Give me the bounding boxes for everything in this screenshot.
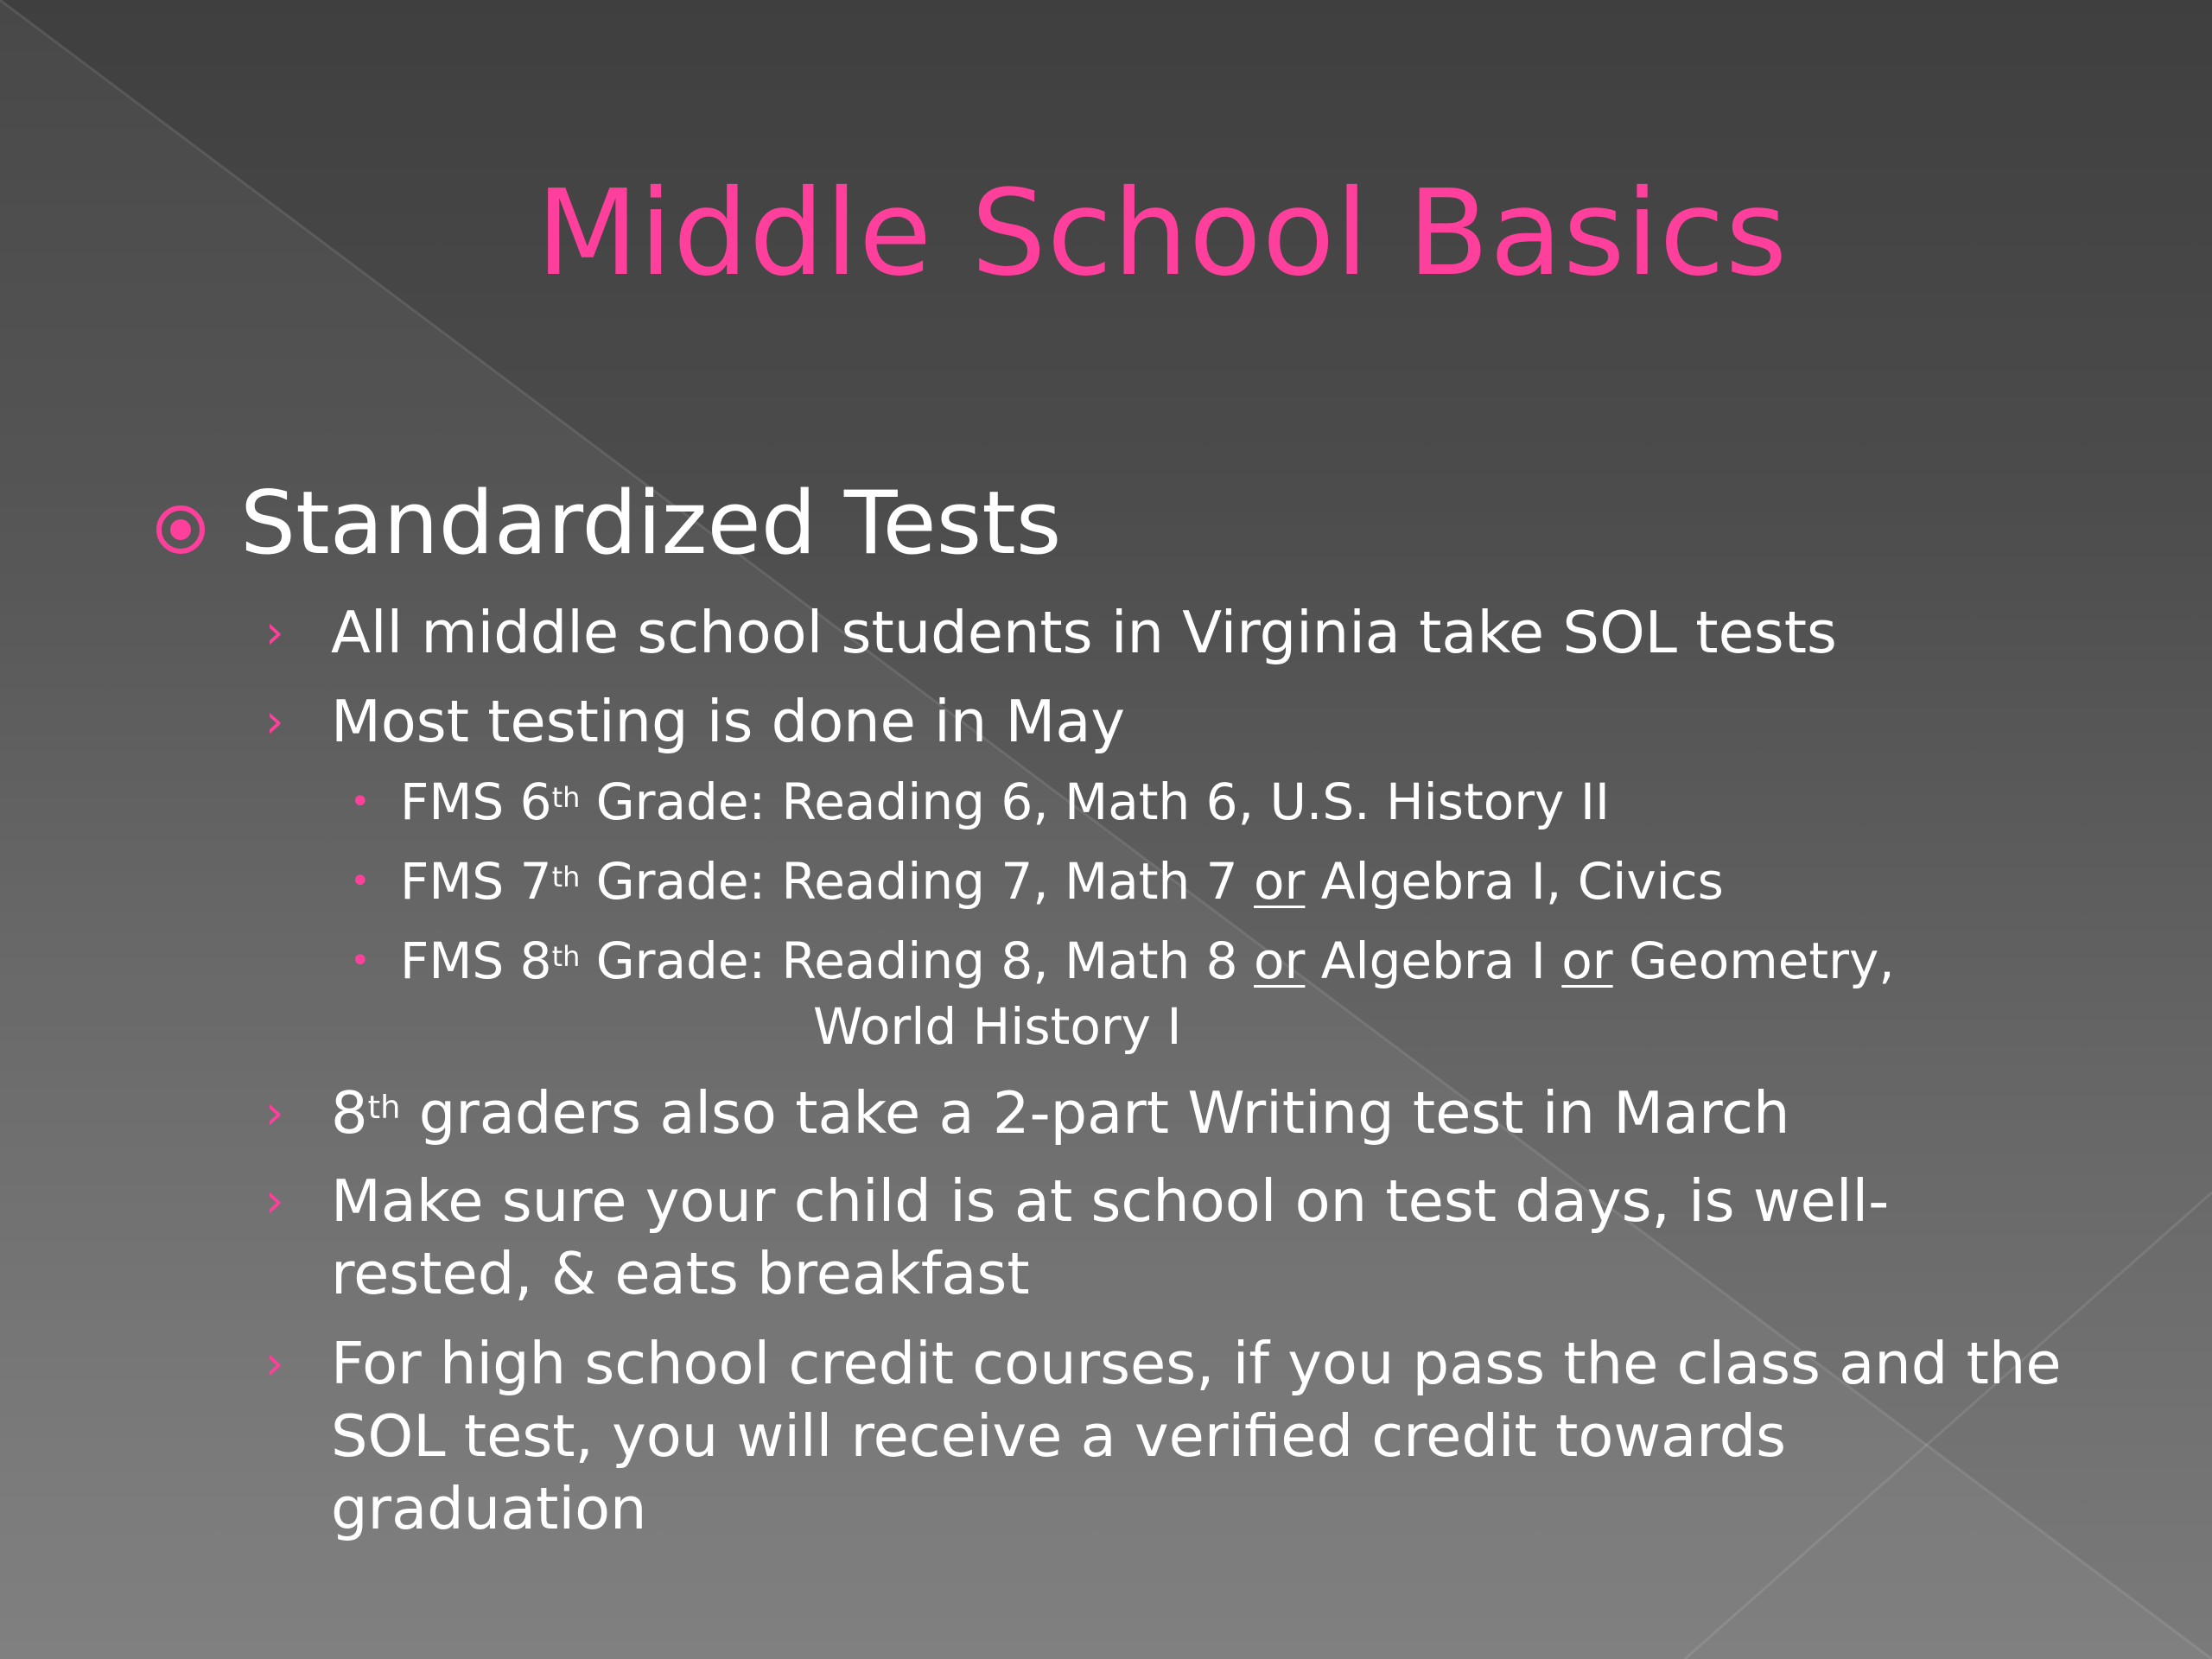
sub-bullet-8th-grade bbox=[350, 928, 1895, 994]
superscript-th: th bbox=[551, 940, 581, 974]
bullet-writing-test bbox=[265, 1077, 1790, 1149]
sub-bullet-text: Algebra I bbox=[1305, 931, 1562, 990]
bullet-testing-may bbox=[265, 685, 1126, 758]
dot-bullet-icon: • bbox=[350, 782, 371, 822]
sub-bullet-7th-grade bbox=[350, 849, 1724, 914]
bullet-prefix: 8 bbox=[331, 1079, 368, 1147]
sub-bullet-text: Geometry, bbox=[1612, 931, 1895, 990]
sub-bullet-prefix: FMS 7 bbox=[400, 852, 552, 911]
bullet-high-school-credit-line2: SOL test, you will receive a verified credit towards bbox=[331, 1402, 1787, 1470]
underlined-or: or bbox=[1254, 852, 1306, 911]
chevron-right-icon: › bbox=[265, 1173, 284, 1228]
slide-title: Middle School Basics bbox=[536, 165, 1789, 302]
underlined-or: or bbox=[1561, 931, 1613, 990]
bullet-test-days-continued: rested, & eats breakfast bbox=[331, 1240, 1030, 1307]
chevron-right-icon: › bbox=[265, 605, 284, 659]
sub-bullet-text: Grade: Reading 6, Math 6, U.S. History II bbox=[580, 772, 1611, 831]
bullet-sol-tests bbox=[265, 596, 1837, 669]
heading-standardized-tests: Standardized Tests bbox=[240, 472, 1062, 574]
bullet-high-school-credit bbox=[265, 1327, 2062, 1400]
sub-bullet-text: Grade: Reading 7, Math 7 bbox=[580, 852, 1255, 911]
sub-bullet-prefix: FMS 6 bbox=[400, 772, 552, 831]
bullet-text: Make sure your child is at school on test days, is well- bbox=[331, 1167, 1890, 1235]
dot-bullet-icon: • bbox=[350, 941, 371, 981]
bullet-text: For high school credit courses, if you pass the class and the bbox=[331, 1330, 2062, 1397]
bullet-text: graders also take a 2-part Writing test in March bbox=[400, 1079, 1790, 1147]
superscript-th: th bbox=[551, 781, 581, 815]
sub-bullet-text: Grade: Reading 8, Math 8 bbox=[580, 931, 1255, 990]
chevron-right-icon: › bbox=[265, 1336, 284, 1390]
bullet-high-school-credit-line3: graduation bbox=[331, 1475, 647, 1542]
sub-bullet-prefix: FMS 8 bbox=[400, 931, 552, 990]
bullet-text: Most testing is done in May bbox=[331, 688, 1126, 755]
circle-target-bullet-icon bbox=[154, 503, 207, 556]
chevron-right-icon: › bbox=[265, 694, 284, 748]
dot-bullet-icon: • bbox=[350, 861, 371, 901]
superscript-th: th bbox=[367, 1089, 401, 1127]
bullet-test-days bbox=[265, 1165, 1890, 1237]
sub-bullet-text: Algebra I, Civics bbox=[1305, 852, 1724, 911]
bullet-text: All middle school students in Virginia take SOL tests bbox=[331, 599, 1837, 666]
sub-bullet-8th-grade-continued: World History I bbox=[813, 997, 1182, 1056]
chevron-right-icon: › bbox=[265, 1085, 284, 1140]
superscript-th: th bbox=[551, 861, 581, 894]
sub-bullet-6th-grade bbox=[350, 769, 1611, 835]
underlined-or: or bbox=[1254, 931, 1306, 990]
